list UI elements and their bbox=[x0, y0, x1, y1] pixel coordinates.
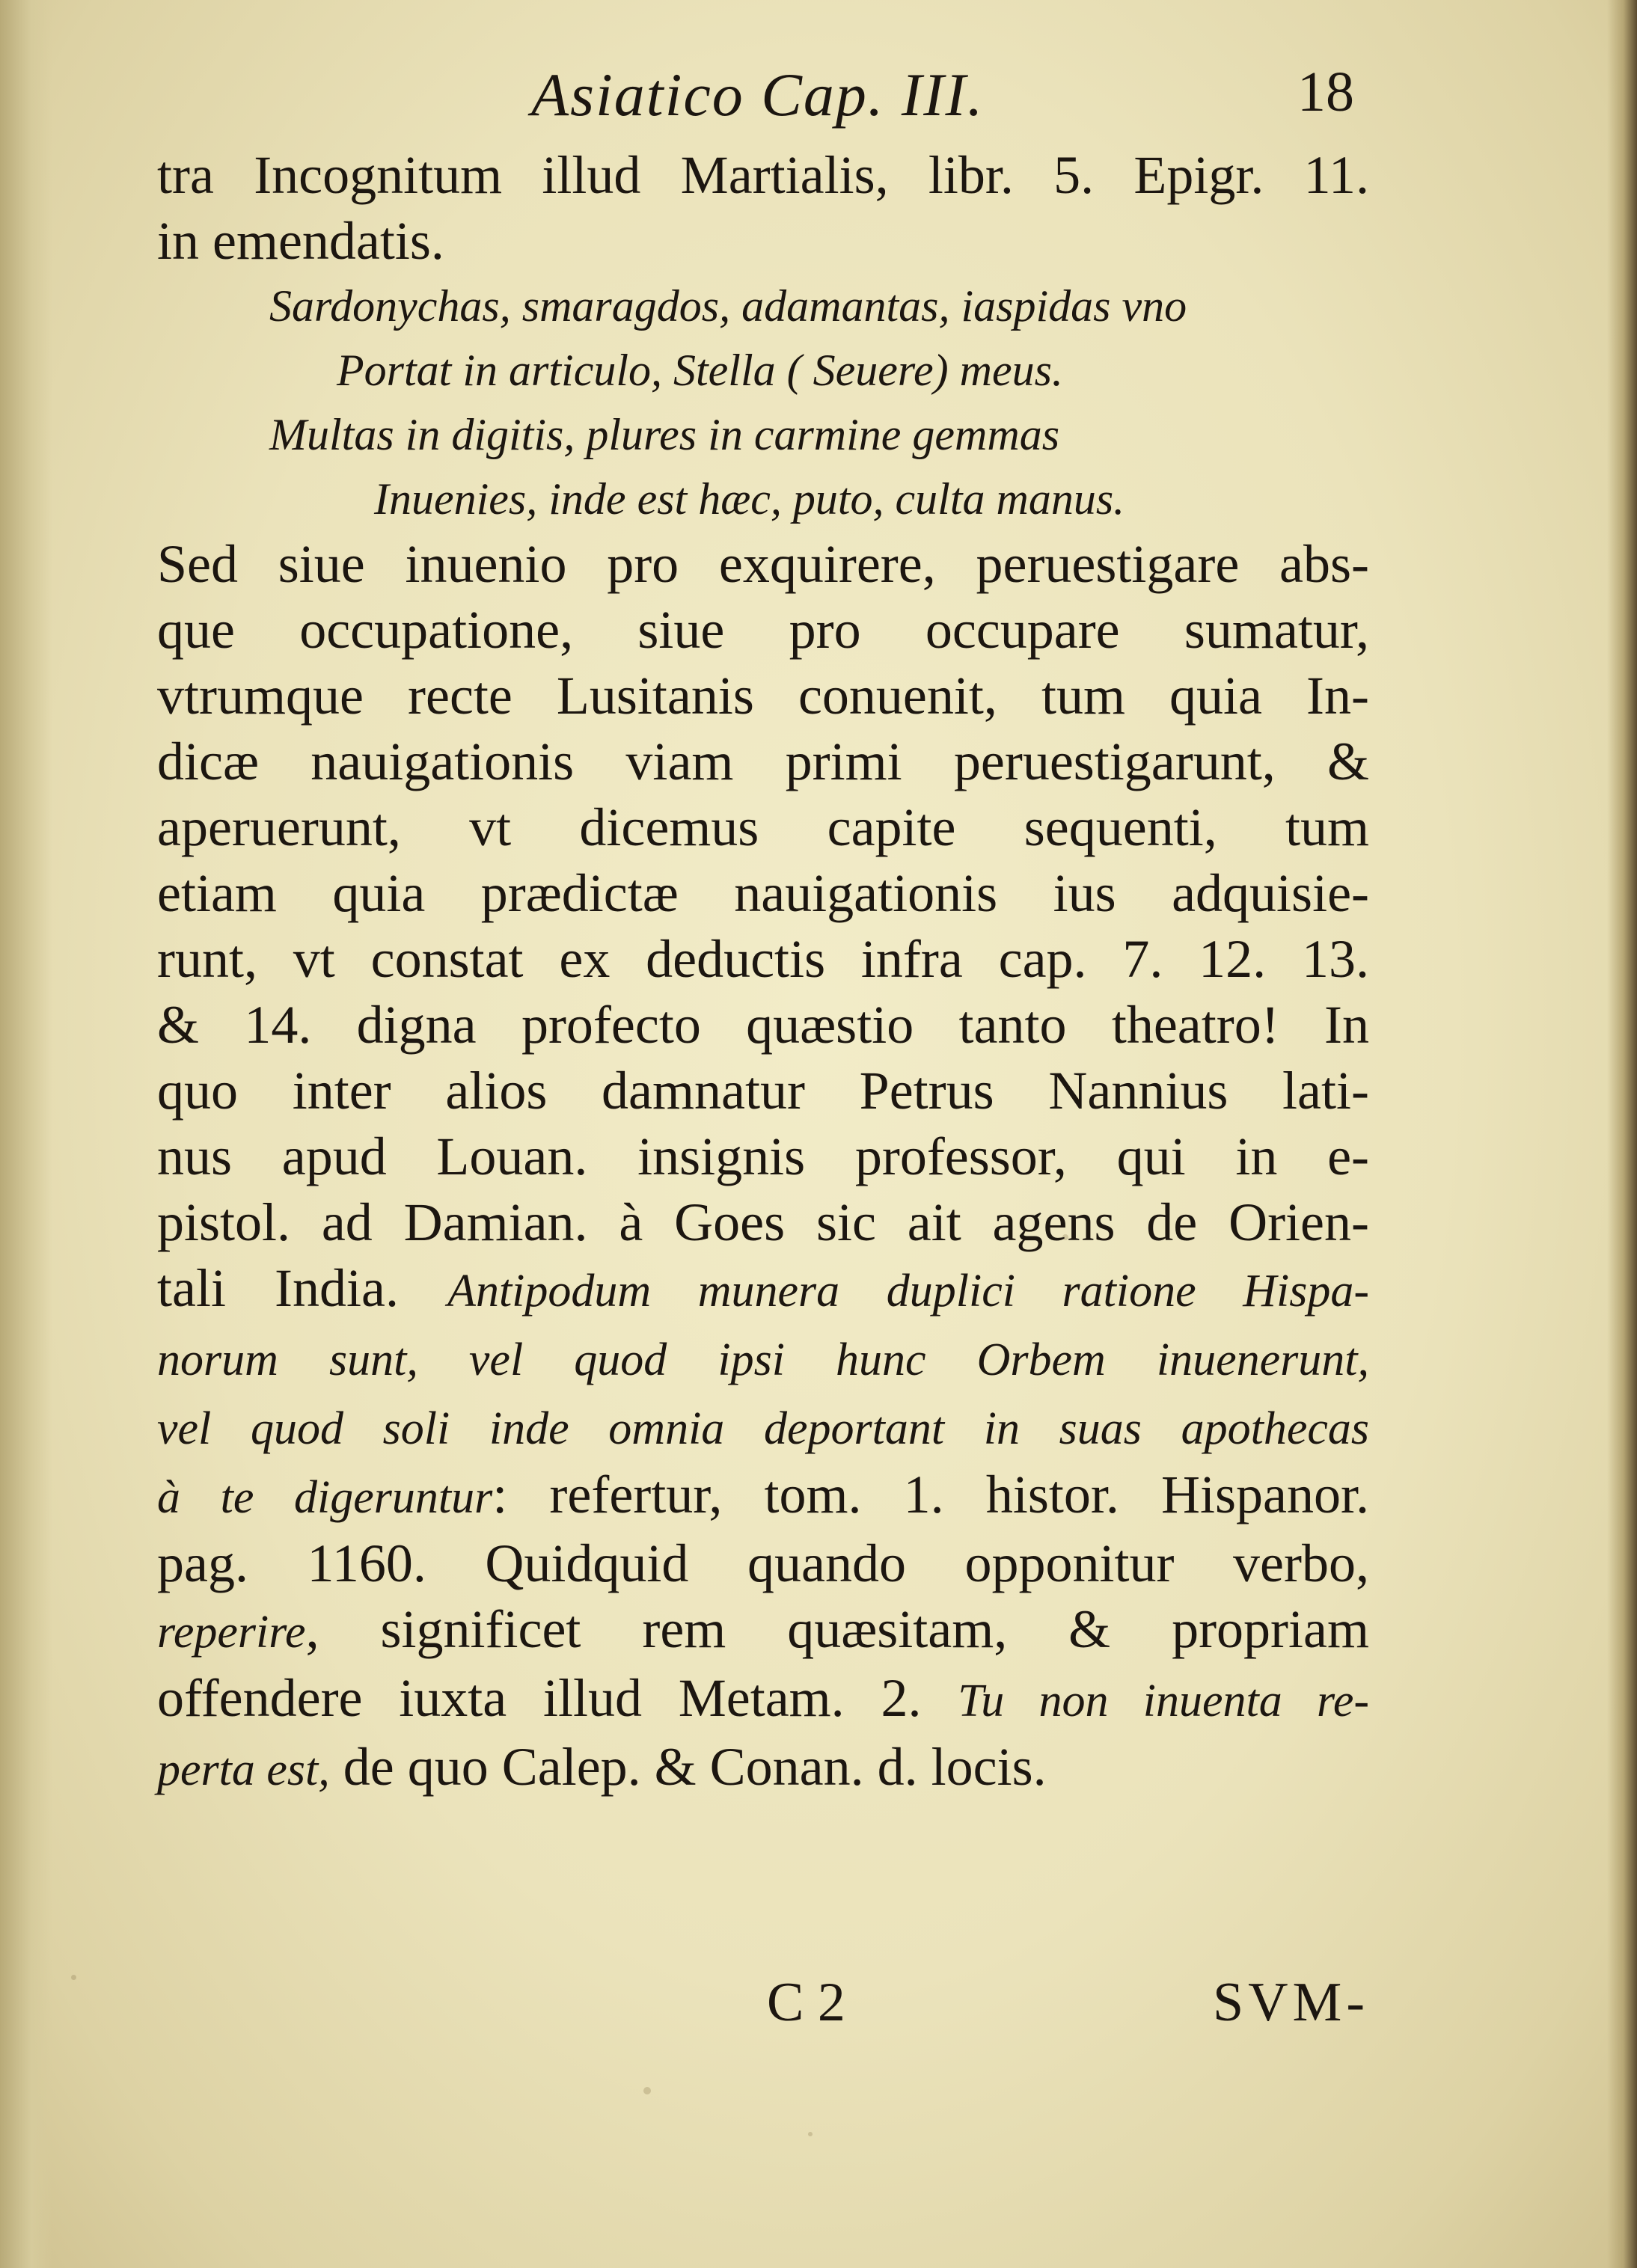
text-segment: etiam quia prædictæ nauigationis ius adquisie- bbox=[157, 863, 1369, 923]
italic-segment: Antipodum munera duplici ratione Hispa- bbox=[447, 1266, 1369, 1317]
text-line bbox=[157, 1530, 1369, 1596]
paper-spot bbox=[808, 2132, 813, 2136]
text-segment: offendere iuxta illud Metam. 2. bbox=[157, 1668, 958, 1728]
text-segment: Sed siue inuenio pro exquirere, peruestigare abs- bbox=[157, 534, 1369, 594]
text-line bbox=[157, 926, 1369, 992]
page-edge bbox=[1607, 0, 1637, 2268]
text-line bbox=[157, 531, 1369, 597]
text-line bbox=[157, 1058, 1369, 1124]
paper-spot bbox=[643, 2087, 651, 2094]
text-block bbox=[157, 60, 1369, 1803]
text-segment: pag. 1160. Quidquid quando opponitur verbo, bbox=[157, 1533, 1369, 1593]
page-number: 18 bbox=[1297, 61, 1354, 123]
verse-line bbox=[157, 402, 1369, 467]
text-segment: , significet rem quæsitam, & propriam bbox=[305, 1599, 1369, 1659]
text-line bbox=[157, 1734, 1369, 1803]
text-segment: vtrumque recte Lusitanis conuenit, tum quia In- bbox=[157, 666, 1369, 726]
signature-mark: C 2 bbox=[767, 1972, 845, 2033]
italic-segment: norum sunt, vel quod ipsi hunc Orbem inuenerunt, bbox=[157, 1334, 1369, 1385]
italic-segment: Multas in digitis, plures in carmine gemmas bbox=[269, 410, 1060, 459]
italic-segment: Tu non inuenta re- bbox=[958, 1676, 1369, 1726]
text-segment: que occupatione, siue pro occupare sumatur, bbox=[157, 600, 1369, 660]
text-line bbox=[157, 729, 1369, 794]
text-line bbox=[157, 1189, 1369, 1255]
text-segment: : refertur, tom. 1. histor. Hispanor. bbox=[492, 1465, 1369, 1524]
verse-line bbox=[157, 338, 1369, 402]
text-line bbox=[157, 1462, 1369, 1530]
text-segment: quo inter alios damnatur Petrus Nannius lati- bbox=[157, 1061, 1369, 1121]
text-segment: runt, vt constat ex deductis infra cap. 7. 12. 13. bbox=[157, 929, 1369, 989]
text-segment: nus apud Louan. insignis professor, qui in e- bbox=[157, 1127, 1369, 1186]
paper-spot bbox=[71, 1975, 76, 1980]
running-head bbox=[157, 60, 1369, 142]
verse-line bbox=[157, 274, 1369, 338]
text-segment: de quo Calep. & Conan. d. locis. bbox=[329, 1737, 1047, 1797]
text-line bbox=[157, 794, 1369, 860]
text-line bbox=[157, 1324, 1369, 1393]
text-line bbox=[157, 1596, 1369, 1665]
text-line bbox=[157, 663, 1369, 729]
text-line bbox=[157, 1665, 1369, 1734]
text-segment: dicæ nauigationis viam primi peruestigarunt, & bbox=[157, 732, 1369, 791]
verse-line bbox=[157, 467, 1369, 531]
text-line bbox=[157, 142, 1369, 208]
gutter-shadow bbox=[0, 0, 52, 2268]
text-line bbox=[157, 1255, 1369, 1324]
running-title: Asiatico Cap. III. bbox=[531, 61, 985, 129]
catchword: SVM- bbox=[1212, 1972, 1369, 2033]
text-segment: aperuerunt, vt dicemus capite sequenti, tum bbox=[157, 797, 1369, 857]
text-line bbox=[157, 860, 1369, 926]
page-footer bbox=[157, 1971, 1369, 2046]
text-segment: tra Incognitum illud Martialis, libr. 5. Epigr. 11. bbox=[157, 145, 1369, 205]
text-segment: tali India. bbox=[157, 1258, 448, 1318]
italic-segment: Sardonychas, smaragdos, adamantas, iaspidas vno bbox=[269, 281, 1187, 331]
italic-segment: reperire bbox=[157, 1607, 306, 1658]
italic-segment: Portat in articulo, Stella ( Seuere) meus. bbox=[337, 346, 1063, 395]
italic-segment: Inuenies, inde est hæc, puto, culta manus. bbox=[374, 474, 1125, 524]
body-text bbox=[157, 142, 1369, 1803]
text-segment: & 14. digna profecto quæstio tanto theatro! In bbox=[157, 995, 1369, 1055]
text-segment: in emendatis. bbox=[157, 211, 444, 271]
text-line bbox=[157, 992, 1369, 1058]
text-segment: pistol. ad Damian. à Goes sic ait agens de Orien- bbox=[157, 1192, 1369, 1252]
italic-segment: perta est, bbox=[157, 1744, 330, 1795]
italic-segment: à te digeruntur bbox=[157, 1472, 493, 1523]
text-line bbox=[157, 208, 1369, 274]
text-line bbox=[157, 1124, 1369, 1189]
text-line bbox=[157, 1393, 1369, 1462]
text-line bbox=[157, 597, 1369, 663]
italic-segment: vel quod soli inde omnia deportant in suas apothecas bbox=[157, 1403, 1369, 1454]
